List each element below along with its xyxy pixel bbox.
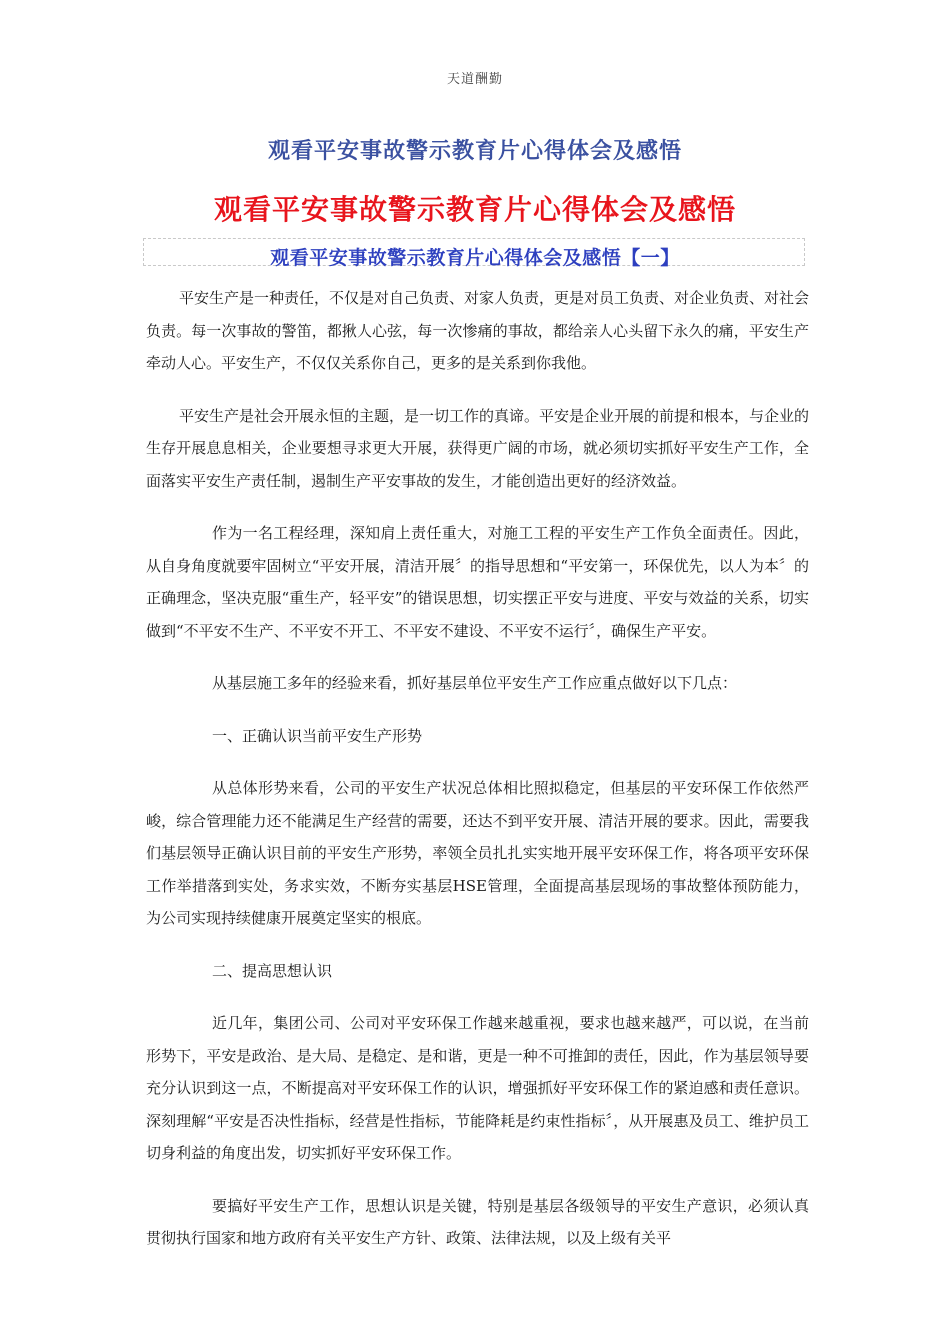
document-title-blue: 观看平安事故警示教育片心得体会及感悟: [267, 139, 682, 164]
body-paragraph-7: 要搞好平安生产工作，思想认识是关键，特别是基层各级领导的平安生产意识，必须认真贯彻执行国家和地方政府有关平安生产方针、政策、法律法规，以及上级有关平: [146, 1196, 809, 1247]
body-paragraph-1: 平安生产是一种责任，不仅是对自己负责、对家人负责，更是对员工负责、对企业负责、对社会负责。每一次事故的警笛，都揪人心弦，每一次惨痛的事故，都给亲人心头留下永久的痛，平安生产牵动人心。平安生产，不仅仅关系你自己，更多的是关系到你我他。: [146, 289, 810, 372]
body-paragraph-2: 平安生产是社会开展永恒的主题，是一切工作的真谛。平安是企业开展的前提和根本，与企业的生存开展息息相关，企业要想寻求更大开展，获得更广阔的市场，就必须切实抓好平安生产工作，全面落实平安生产责任制，遏制生产平安事故的发生，才能创造出更好的经济效益。: [146, 406, 810, 490]
document-title-red: 观看平安事故警示教育片心得体会及感悟: [213, 193, 736, 226]
body-paragraph-5: 从总体形势来看，公司的平安生产状况总体相比照拟稳定，但基层的平安环保工作依然严峻，综合管理能力还不能满足生产经营的需要，还达不到平安开展、清洁开展的要求。因此，需要我们基层领导正确认识目前的平安生产形势，率领全员扎扎实实地开展平安环保工作，将各项平安环保工作举措落到实处，务求实效，不断夯实基层HSE管理，全面提高基层现场的事故整体预防能力，为公司实现持续健康开展奠定坚实的根底。: [146, 779, 809, 927]
header-watermark-text: 天道酬勤: [446, 72, 503, 87]
document-body: [146, 282, 809, 1275]
body-paragraph-4: 从基层施工多年的经验来看，抓好基层单位平安生产工作应重点做好以下几点：: [212, 674, 738, 692]
section-heading-2: 二、提高思想认识: [212, 961, 333, 980]
section-title: 观看平安事故警示教育片心得体会及感悟【一】: [270, 247, 680, 269]
section-heading-1: 一、正确认识当前平安生产形势: [212, 726, 423, 745]
body-paragraph-3: 作为一名工程经理，深知肩上责任重大，对施工工程的平安生产工作负全面责任。因此，从自身角度就要牢固树立“平安开展，清洁开展〞的指导思想和“平安第一，环保优先，以人为本〞的正确理念，坚决克服“重生产，轻平安”的错误思想，切实摆正平安与进度、平安与效益的关系，切实做到“不平安不生产、不平安不开工、不平安不建设、不平安不运行〞，确保生产平安。: [146, 524, 809, 640]
body-paragraph-6: 近几年，集团公司、公司对平安环保工作越来越重视，要求也越来越严，可以说，在当前形势下，平安是政治、是大局、是稳定、是和谐，更是一种不可推卸的责任，因此，作为基层领导要充分认识到这一点，不断提高对平安环保工作的认识，增强抓好平安环保工作的紧迫感和责任意识。深刻理解“平安是否决性指标，经营是性指标，节能降耗是约束性指标〞，从开展惠及员工、维护员工切身利益的角度出发，切实抓好平安环保工作。: [146, 1014, 809, 1162]
